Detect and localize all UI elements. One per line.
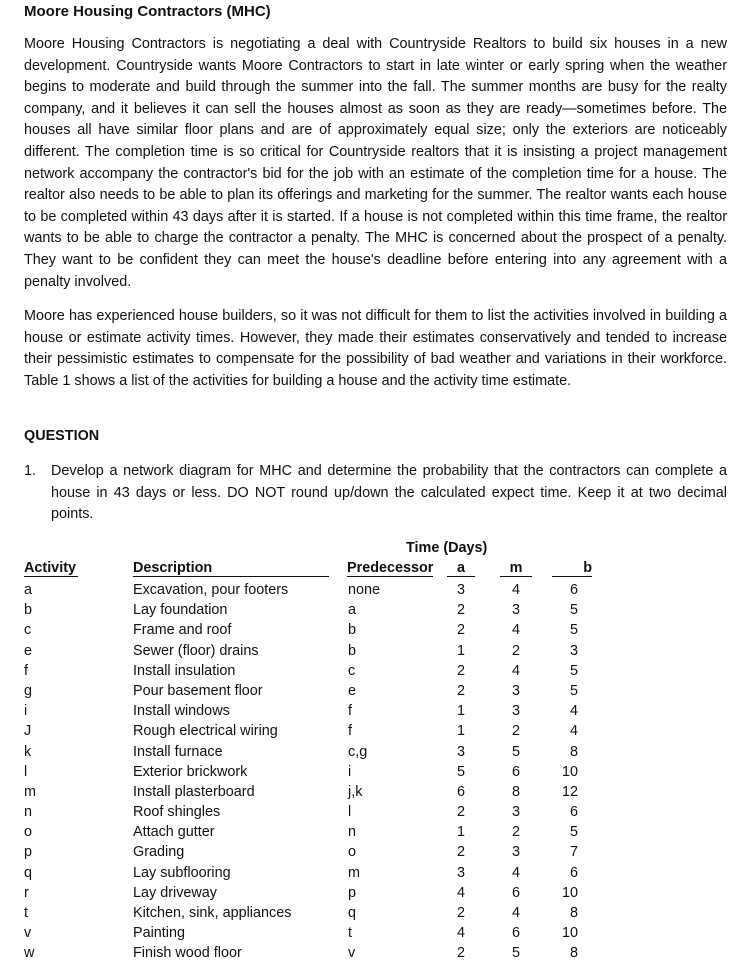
cell-activity: v	[24, 925, 32, 942]
cell-description: Finish wood floor	[133, 945, 242, 962]
cell-activity: r	[24, 884, 29, 901]
cell-m: 5	[511, 743, 520, 760]
cell-m: 4	[511, 905, 520, 921]
cell-m: 4	[511, 622, 520, 639]
cell-activity: w	[24, 945, 35, 962]
cell-predecessor: o	[348, 844, 357, 861]
table-row	[0, 742, 736, 762]
cell-b: 4	[569, 703, 578, 720]
cell-predecessor: j,k	[348, 783, 363, 800]
cell-activity: e	[24, 642, 33, 659]
cell-predecessor: f	[348, 723, 352, 740]
cell-activity: n	[24, 804, 33, 821]
cell-b: 6	[569, 582, 578, 598]
cell-a: 2	[456, 622, 465, 639]
cell-activity: k	[24, 743, 32, 760]
cell-a: 2	[456, 682, 465, 699]
cell-b: 12	[561, 783, 578, 800]
cell-m: 3	[511, 844, 520, 861]
cell-description: Grading	[133, 844, 185, 861]
cell-predecessor: t	[348, 925, 352, 942]
cell-description: Painting	[133, 925, 186, 942]
cell-a: 2	[456, 905, 465, 921]
cell-m: 3	[511, 682, 520, 699]
table-row	[0, 943, 736, 963]
cell-b: 10	[561, 884, 578, 901]
cell-description: Install plasterboard	[133, 783, 255, 800]
cell-a: 2	[456, 662, 465, 679]
cell-b: 7	[569, 844, 578, 861]
table-row	[0, 782, 736, 802]
cell-b: 4	[569, 723, 578, 740]
cell-b: 10	[561, 763, 578, 780]
table-row	[0, 721, 736, 741]
cell-a: 2	[456, 602, 465, 619]
cell-predecessor: f	[348, 703, 352, 720]
cell-b: 8	[569, 905, 578, 921]
cell-activity: l	[24, 763, 28, 780]
cell-a: 6	[456, 783, 465, 800]
cell-predecessor: none	[348, 582, 381, 598]
table-row	[0, 863, 736, 883]
cell-b: 8	[569, 743, 578, 760]
cell-description: Lay subflooring	[133, 864, 231, 881]
table-row	[0, 580, 736, 600]
cell-predecessor: b	[348, 642, 357, 659]
cell-b: 6	[569, 804, 578, 821]
cell-b: 5	[569, 662, 578, 679]
cell-activity: b	[24, 602, 33, 619]
document-title: Moore Housing Contractors (MHC)	[24, 3, 271, 20]
cell-predecessor: l	[348, 804, 352, 821]
cell-description: Sewer (floor) drains	[133, 642, 259, 659]
cell-predecessor: v	[348, 945, 356, 962]
table-row	[0, 883, 736, 903]
intro-paragraph: Moore Housing Contractors is negotiating a deal with Countryside Realtors to build six houses in a new development. Countryside wants Moore Contractors to start in late winter or early spring when the weather begins to moderate and build through the summer into the fall. The summer months are busy for the realty company, and it believes it can sell the houses almost as soon as they are ready—sometimes before. The houses all have similar floor plans and are of approximately equal size; only the exteriors are noticeably different. The completion time is so critical for Countryside realtors that it is insisting a project management network accompany the contractor's bid for the job with an estimate of the completion time for a house. The realtor also needs to be able to plan its offerings and marketing for the summer. The realtor wants each house to be completed within 43 days after it is started. If a house is not completed within this time frame, the realtor wants to be able to charge the contractor a penalty. The MHC is concerned about the prospect of a penalty. They want to be confident they can meet the house's deadline before entering into any agreement with a penalty involved.	[24, 36, 727, 290]
cell-description: Pour basement floor	[133, 682, 263, 699]
cell-b: 6	[569, 864, 578, 881]
question-number: 1.	[24, 463, 37, 479]
table-row	[0, 620, 736, 640]
table-body	[0, 580, 736, 964]
table-row	[0, 923, 736, 943]
cell-predecessor: e	[348, 682, 357, 699]
table-row	[0, 903, 736, 923]
cell-m: 3	[511, 602, 520, 619]
header-predecessor: Predecessor	[347, 560, 434, 576]
cell-m: 2	[511, 824, 520, 841]
table-row	[0, 842, 736, 862]
cell-a: 4	[456, 925, 465, 942]
cell-b: 5	[569, 682, 578, 699]
cell-predecessor: a	[348, 602, 357, 619]
table-row	[0, 701, 736, 721]
header-description: Description	[133, 560, 329, 577]
cell-a: 1	[456, 703, 465, 720]
cell-m: 3	[511, 804, 520, 821]
cell-predecessor: c,g	[348, 743, 368, 760]
cell-activity: q	[24, 864, 33, 881]
cell-activity: m	[24, 783, 36, 800]
cell-m: 4	[511, 582, 520, 598]
cell-activity: c	[24, 622, 32, 639]
cell-a: 1	[456, 723, 465, 740]
cell-activity: a	[24, 582, 33, 598]
cell-description: Install windows	[133, 703, 230, 720]
cell-description: Roof shingles	[133, 804, 221, 821]
cell-predecessor: n	[348, 824, 357, 841]
cell-activity: f	[24, 662, 28, 679]
table-row	[0, 641, 736, 661]
cell-predecessor: q	[348, 905, 357, 921]
question-heading: QUESTION	[24, 428, 100, 444]
time-days-header: Time (Days)	[406, 540, 488, 556]
cell-b: 5	[569, 602, 578, 619]
cell-description: Install furnace	[133, 743, 223, 760]
cell-m: 5	[511, 945, 520, 962]
cell-predecessor: p	[348, 884, 357, 901]
cell-description: Lay driveway	[133, 884, 217, 901]
cell-m: 2	[511, 642, 520, 659]
cell-description: Install insulation	[133, 662, 236, 679]
cell-a: 5	[456, 763, 465, 780]
cell-m: 6	[511, 884, 520, 901]
cell-b: 10	[561, 925, 578, 942]
cell-m: 8	[511, 783, 520, 800]
cell-predecessor: m	[348, 864, 360, 881]
cell-a: 3	[456, 582, 465, 598]
cell-a: 3	[456, 864, 465, 881]
header-activity: Activity	[24, 560, 78, 577]
cell-activity: g	[24, 682, 33, 699]
cell-description: Exterior brickwork	[133, 763, 248, 780]
question-text: Develop a network diagram for MHC and determine the probability that the contractors can complete a house in 43 days or less. DO NOT round up/down the calculated expect time. Keep it at two decimal points.	[51, 463, 727, 523]
cell-b: 8	[569, 945, 578, 962]
cell-m: 6	[511, 763, 520, 780]
cell-b: 5	[569, 824, 578, 841]
cell-b: 3	[569, 642, 578, 659]
cell-predecessor: i	[348, 763, 352, 780]
table-row	[0, 822, 736, 842]
cell-m: 2	[511, 723, 520, 740]
header-b: b	[552, 560, 592, 577]
cell-description: Lay foundation	[133, 602, 228, 619]
cell-a: 2	[456, 844, 465, 861]
cell-m: 4	[511, 864, 520, 881]
cell-activity: J	[24, 723, 32, 740]
table-row	[0, 802, 736, 822]
cell-description: Attach gutter	[133, 824, 215, 841]
cell-a: 4	[456, 884, 465, 901]
cell-predecessor: c	[348, 662, 356, 679]
cell-m: 4	[511, 662, 520, 679]
estimates-paragraph: Moore has experienced house builders, so it was not difficult for them to list the activities involved in building a house or estimate activity times. However, they made their estimates conservatively and tended to increase their pessimistic estimates to compensate for the possibility of bad weather and variations in their workforce. Table 1 shows a list of the activities for building a house and the activity time estimate.	[24, 308, 727, 389]
cell-a: 1	[456, 824, 465, 841]
cell-a: 1	[456, 642, 465, 659]
cell-activity: o	[24, 824, 33, 841]
header-m: m	[500, 560, 532, 577]
cell-a: 3	[456, 743, 465, 760]
header-a: a	[447, 560, 475, 577]
table-row	[0, 762, 736, 782]
cell-a: 2	[456, 804, 465, 821]
table-row	[0, 600, 736, 620]
cell-activity: i	[24, 703, 28, 720]
cell-b: 5	[569, 622, 578, 639]
cell-activity: t	[24, 905, 28, 921]
table-row	[0, 681, 736, 701]
cell-a: 2	[456, 945, 465, 962]
cell-description: Excavation, pour footers	[133, 582, 289, 598]
cell-description: Kitchen, sink, appliances	[133, 905, 292, 921]
cell-description: Rough electrical wiring	[133, 723, 278, 740]
table-row	[0, 661, 736, 681]
cell-m: 6	[511, 925, 520, 942]
cell-activity: p	[24, 844, 33, 861]
cell-predecessor: b	[348, 622, 357, 639]
cell-m: 3	[511, 703, 520, 720]
cell-description: Frame and roof	[133, 622, 232, 639]
